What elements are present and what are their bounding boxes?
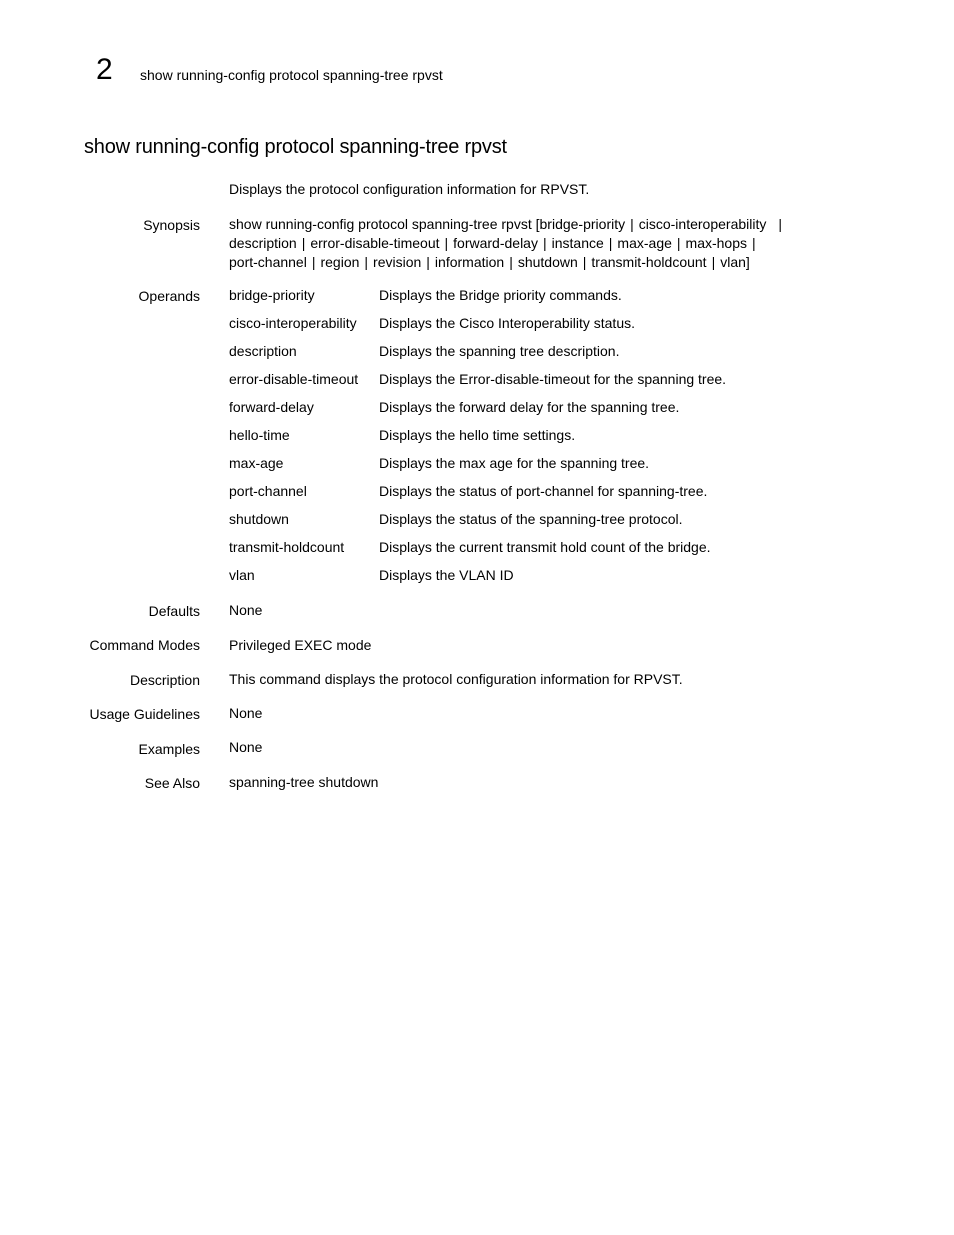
usage-guidelines-value: None <box>229 705 263 721</box>
operand-description: Displays the spanning tree description. <box>379 343 620 359</box>
synopsis-line-2 <box>229 234 787 253</box>
synopsis-keyword: description <box>229 235 297 251</box>
synopsis-keyword: revision <box>373 254 422 270</box>
chapter-number: 2 <box>96 53 113 86</box>
command-modes-value: Privileged EXEC mode <box>229 637 372 653</box>
operand-description: Displays the status of port-channel for spanning-tree. <box>379 483 708 499</box>
synopsis-keyword: region <box>320 254 360 270</box>
usage-guidelines-label: Usage Guidelines <box>89 706 200 722</box>
synopsis-separator: | <box>426 254 430 270</box>
synopsis-separator: | <box>676 235 681 251</box>
synopsis-keyword: transmit-holdcount <box>591 254 707 270</box>
synopsis-separator: | <box>444 235 449 251</box>
operand-name: hello-time <box>229 427 290 443</box>
operand-description: Displays the forward delay for the spanning tree. <box>379 399 680 415</box>
synopsis-keyword: port-channel <box>229 254 307 270</box>
synopsis-keyword: vlan <box>720 254 746 270</box>
synopsis-keyword: bridge-priority <box>539 216 626 232</box>
synopsis-block <box>229 215 787 272</box>
operand-name: shutdown <box>229 511 289 527</box>
synopsis-keyword: instance <box>551 235 604 251</box>
operand-description: Displays the VLAN ID <box>379 567 514 583</box>
synopsis-keyword: information <box>434 254 505 270</box>
synopsis-separator: | <box>778 216 782 232</box>
synopsis-separator: | <box>752 235 756 251</box>
defaults-value: None <box>229 602 263 618</box>
synopsis-separator: | <box>711 254 716 270</box>
synopsis-command: show running-config protocol spanning-tree rpvst <box>229 216 532 232</box>
synopsis-label: Synopsis <box>143 217 200 233</box>
synopsis-separator: | <box>582 254 587 270</box>
operand-description: Displays the current transmit hold count of the bridge. <box>379 539 711 555</box>
synopsis-separator: | <box>630 216 634 232</box>
operand-description: Displays the hello time settings. <box>379 427 576 443</box>
see-also-label: See Also <box>144 775 200 791</box>
operand-name: transmit-holdcount <box>229 539 345 555</box>
synopsis-line-1 <box>229 215 787 234</box>
synopsis-keyword: max-age <box>617 235 672 251</box>
running-header-title: show running-config protocol spanning-tree rpvst <box>140 67 443 83</box>
operand-description: Displays the Error-disable-timeout for the spanning tree. <box>379 371 727 387</box>
synopsis-separator: | <box>542 235 547 251</box>
synopsis-separator: | <box>509 254 513 270</box>
synopsis-open-bracket: [ <box>535 216 540 232</box>
defaults-label: Defaults <box>148 603 200 619</box>
operand-description: Displays the Bridge priority commands. <box>379 287 622 303</box>
operand-name: max-age <box>229 455 284 471</box>
see-also-link[interactable]: spanning-tree shutdown <box>229 774 379 790</box>
operand-name: description <box>229 343 297 359</box>
operand-description: Displays the Cisco Interoperability status. <box>379 315 635 331</box>
synopsis-separator: | <box>311 254 316 270</box>
synopsis-line-3 <box>229 253 787 272</box>
operand-name: error-disable-timeout <box>229 371 359 387</box>
examples-value: None <box>229 739 263 755</box>
operand-description: Displays the status of the spanning-tree protocol. <box>379 511 683 527</box>
operand-name: bridge-priority <box>229 287 315 303</box>
command-title: show running-config protocol spanning-tree rpvst <box>84 136 507 158</box>
synopsis-keyword: forward-delay <box>453 235 538 251</box>
operand-name: cisco-interoperability <box>229 315 357 331</box>
synopsis-separator: | <box>301 235 306 251</box>
description-label: Description <box>129 672 200 688</box>
command-modes-label: Command Modes <box>89 637 200 653</box>
synopsis-keyword: cisco-interoperability <box>638 216 767 232</box>
examples-label: Examples <box>138 741 200 757</box>
operand-name: forward-delay <box>229 399 314 415</box>
synopsis-separator: | <box>608 235 613 251</box>
operand-description: Displays the max age for the spanning tree. <box>379 455 650 471</box>
synopsis-keyword: error-disable-timeout <box>310 235 440 251</box>
operand-name: port-channel <box>229 483 307 499</box>
synopsis-keyword: shutdown <box>517 254 578 270</box>
synopsis-separator: | <box>364 254 369 270</box>
synopsis-keyword: max-hops <box>685 235 747 251</box>
operand-name: vlan <box>229 567 255 583</box>
command-summary: Displays the protocol configuration information for RPVST. <box>229 181 590 197</box>
operands-label: Operands <box>138 288 200 304</box>
description-value: This command displays the protocol configuration information for RPVST. <box>229 671 683 687</box>
synopsis-close-bracket: ] <box>745 254 750 270</box>
